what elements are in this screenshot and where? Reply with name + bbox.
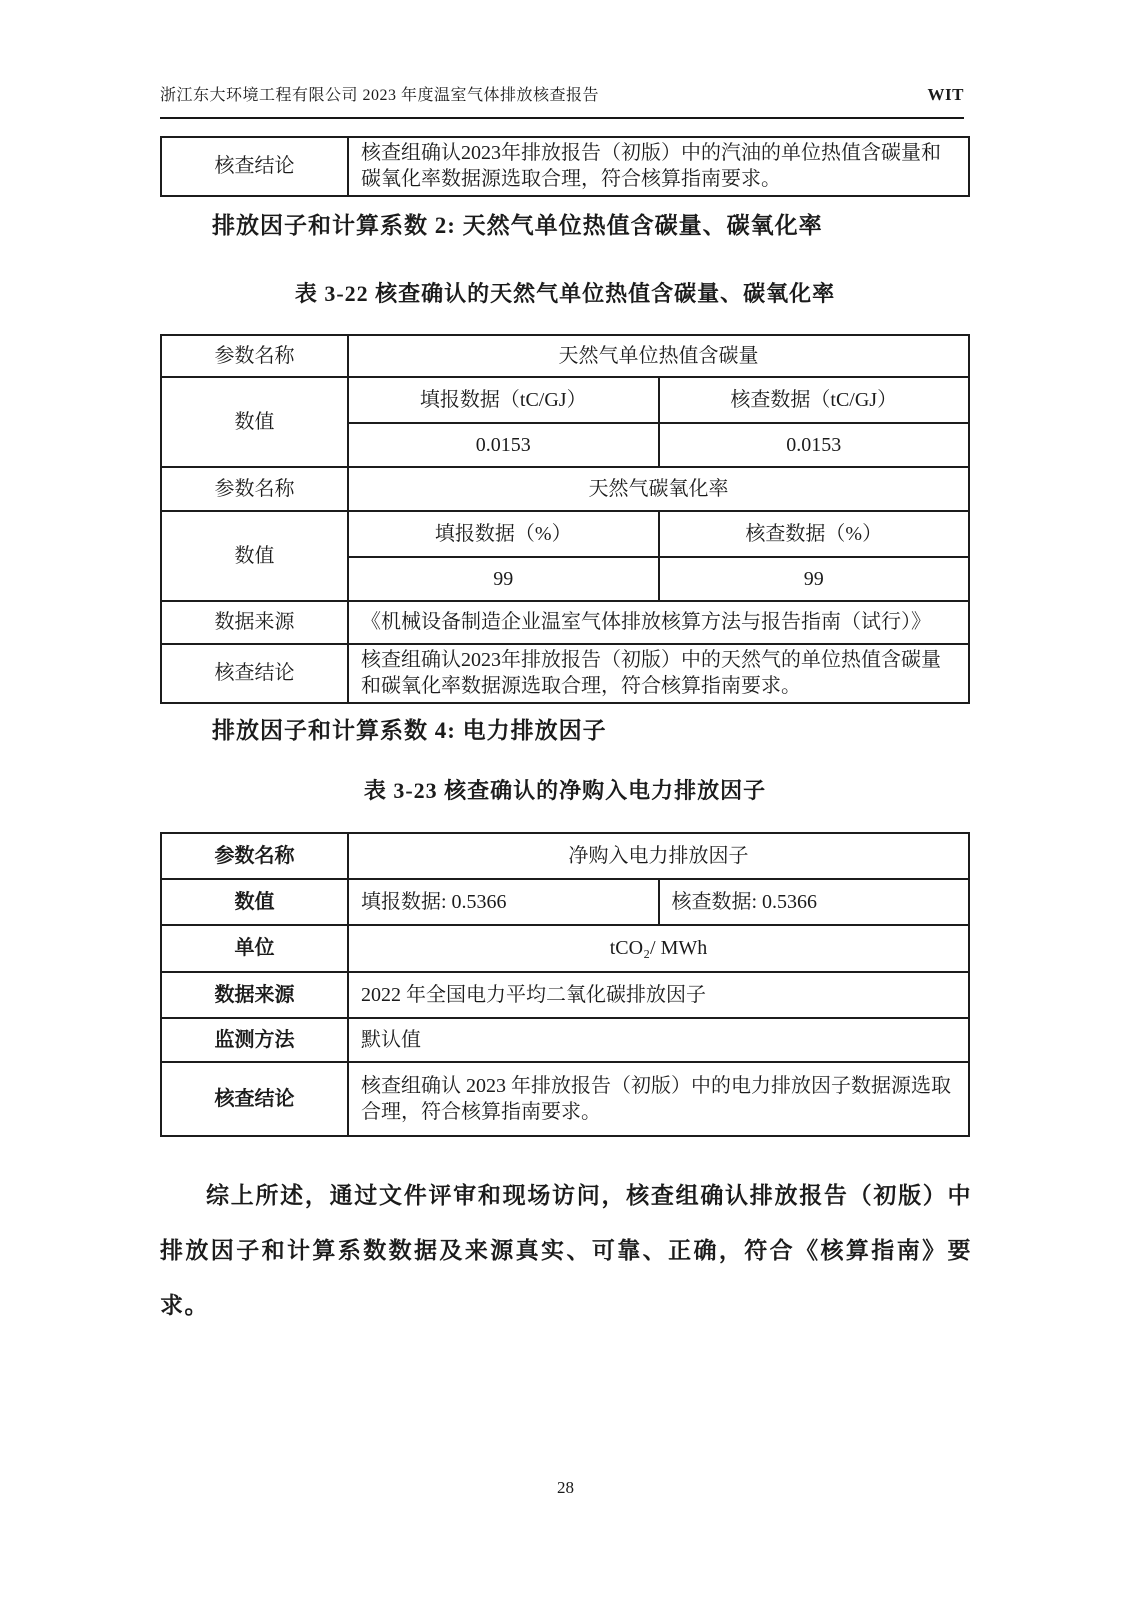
monitoring-method-value: 默认值 — [348, 1018, 969, 1062]
header-title: 浙江东大环境工程有限公司 2023 年度温室气体排放核查报告 — [160, 87, 600, 104]
table-row — [161, 467, 969, 511]
conclusion-text: 核查组确认2023年排放报告（初版）中的天然气的单位热值含碳量和碳氧化率数据源选取合理，符合核算指南要求。 — [348, 644, 969, 703]
previous-table-fragment — [160, 136, 970, 197]
conclusion-text: 核查组确认2023年排放报告（初版）中的汽油的单位热值含碳量和碳氧化率数据源选取合理，符合核算指南要求。 — [348, 137, 969, 196]
section-2-heading: 排放因子和计算系数 2: 天然气单位热值含碳量、碳氧化率 — [212, 213, 823, 238]
section-4-heading: 排放因子和计算系数 4: 电力排放因子 — [212, 718, 607, 743]
data-source-value: 2022 年全国电力平均二氧化碳排放因子 — [348, 972, 969, 1018]
table-row — [161, 925, 969, 972]
table-row — [161, 879, 969, 925]
table-row — [161, 833, 969, 879]
table-row — [161, 601, 969, 644]
table-row — [161, 1062, 969, 1136]
conclusion-label: 核查结论 — [161, 137, 348, 196]
param-name-value: 净购入电力排放因子 — [348, 833, 969, 879]
data-source-label: 数据来源 — [161, 972, 348, 1018]
table-row — [161, 335, 969, 377]
reported-data-value: 填报数据: 0.5366 — [348, 879, 659, 925]
value-label: 数值 — [161, 377, 348, 467]
conclusion-text: 核查组确认 2023 年排放报告（初版）中的电力排放因子数据源选取合理，符合核算指南要求。 — [348, 1062, 969, 1136]
table-3-22-title: 表 3-22 核查确认的天然气单位热值含碳量、碳氧化率 — [294, 281, 836, 306]
page-header — [160, 82, 964, 119]
table-row — [161, 511, 969, 557]
value-label: 数值 — [161, 879, 348, 925]
param-name-value: 天然气单位热值含碳量 — [348, 335, 969, 377]
wit-logo: WIT — [927, 85, 964, 104]
table-3-23 — [160, 832, 970, 1137]
table-row — [161, 644, 969, 703]
conclusion-label: 核查结论 — [161, 1062, 348, 1136]
param-name-label: 参数名称 — [161, 467, 348, 511]
verified-data-value: 0.0153 — [659, 423, 970, 467]
verified-data-header: 核查数据（tC/GJ） — [659, 377, 970, 423]
param-name-label: 参数名称 — [161, 833, 348, 879]
summary-paragraph: 综上所述，通过文件评审和现场访问，核查组确认排放报告（初版）中排放因子和计算系数数据及来源真实、可靠、正确，符合《核算指南》要求。 — [160, 1183, 972, 1318]
table-3-23-title: 表 3-23 核查确认的净购入电力排放因子 — [363, 778, 767, 803]
reported-data-header: 填报数据（tC/GJ） — [348, 377, 659, 423]
reported-data-header: 填报数据（%） — [348, 511, 659, 557]
table-row — [161, 377, 969, 423]
table-row — [161, 137, 969, 196]
verified-data-header: 核查数据（%） — [659, 511, 970, 557]
param-name-label: 参数名称 — [161, 335, 348, 377]
table-3-22 — [160, 334, 970, 704]
reported-data-value: 99 — [348, 557, 659, 601]
unit-label: 单位 — [161, 925, 348, 972]
unit-value: tCO₂/ MWh — [348, 925, 969, 972]
conclusion-label: 核查结论 — [161, 644, 348, 703]
table-row — [161, 972, 969, 1018]
table-row — [161, 1018, 969, 1062]
verified-data-value: 核查数据: 0.5366 — [659, 879, 970, 925]
data-source-value: 《机械设备制造企业温室气体排放核算方法与报告指南（试行）》 — [348, 601, 969, 644]
verified-data-value: 99 — [659, 557, 970, 601]
reported-data-value: 0.0153 — [348, 423, 659, 467]
param-name-value: 天然气碳氧化率 — [348, 467, 969, 511]
page-number: 28 — [557, 1478, 574, 1497]
data-source-label: 数据来源 — [161, 601, 348, 644]
value-label: 数值 — [161, 511, 348, 601]
monitoring-method-label: 监测方法 — [161, 1018, 348, 1062]
